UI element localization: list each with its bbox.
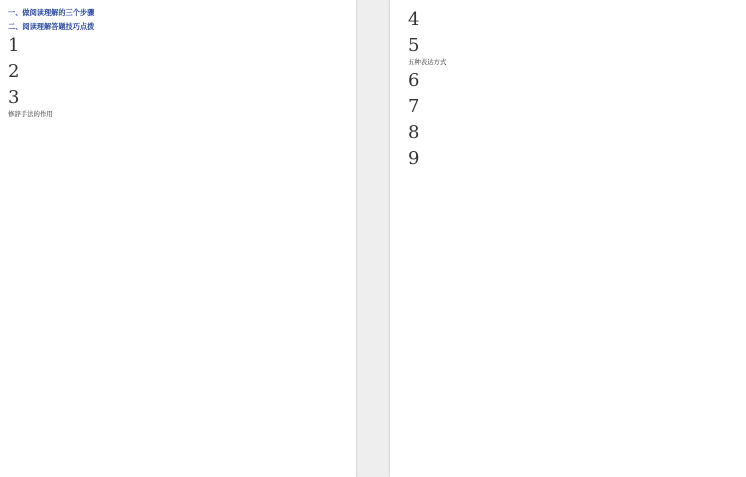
text-line: 五种表达方式: [408, 58, 447, 66]
section-number: 1: [8, 35, 20, 56]
section-number: 3: [8, 87, 20, 108]
text-block: [8, 110, 344, 119]
left-page: [0, 0, 356, 477]
section-number: 2: [8, 61, 20, 82]
section-number: 8: [408, 122, 420, 144]
right-page: [390, 0, 746, 477]
section-number: 5: [408, 35, 420, 56]
section-heading: 二、阅读理解答题技巧点拨: [8, 22, 95, 31]
section-heading: 一、做阅读理解的三个步骤: [8, 8, 95, 17]
text-line: 修辞手法的作用: [8, 110, 53, 118]
section-number: 9: [408, 148, 420, 170]
section-number: 7: [408, 96, 420, 118]
section-number: 6: [408, 70, 420, 92]
text-block: [408, 58, 736, 67]
section-number: 4: [408, 9, 420, 30]
